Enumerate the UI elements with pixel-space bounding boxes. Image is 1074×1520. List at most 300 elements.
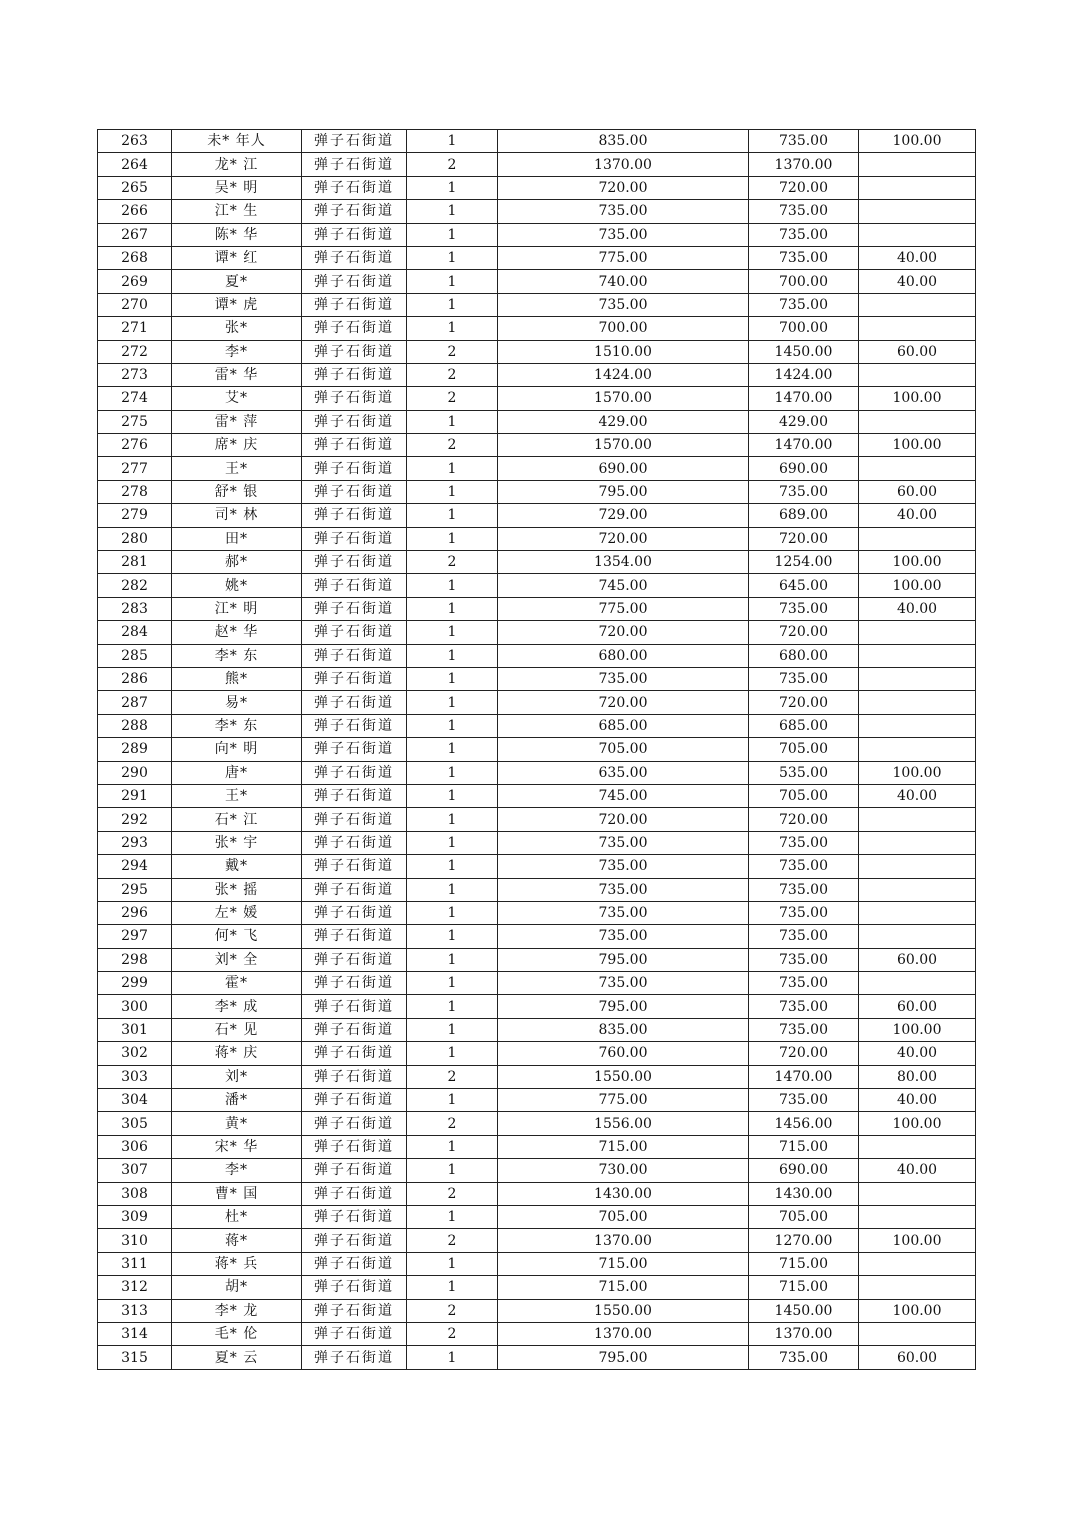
total-amount-cell: 745.00 bbox=[498, 784, 749, 807]
household-count-cell: 1 bbox=[407, 925, 498, 948]
household-count-cell: 1 bbox=[407, 410, 498, 433]
total-amount-cell: 705.00 bbox=[498, 738, 749, 761]
base-amount-cell: 735.00 bbox=[749, 995, 859, 1018]
row-number-cell: 276 bbox=[98, 434, 172, 457]
street-name-cell: 弹子石街道 bbox=[302, 995, 407, 1018]
extra-amount-cell bbox=[859, 363, 976, 386]
extra-amount-cell bbox=[859, 317, 976, 340]
household-count-cell: 1 bbox=[407, 901, 498, 924]
extra-amount-cell bbox=[859, 223, 976, 246]
row-number-cell: 299 bbox=[98, 972, 172, 995]
base-amount-cell: 690.00 bbox=[749, 1159, 859, 1182]
household-count-cell: 1 bbox=[407, 317, 498, 340]
row-number-cell: 305 bbox=[98, 1112, 172, 1135]
base-amount-cell: 705.00 bbox=[749, 784, 859, 807]
extra-amount-cell: 40.00 bbox=[859, 504, 976, 527]
base-amount-cell: 1424.00 bbox=[749, 363, 859, 386]
total-amount-cell: 1510.00 bbox=[498, 340, 749, 363]
row-number-cell: 288 bbox=[98, 714, 172, 737]
street-name-cell: 弹子石街道 bbox=[302, 1065, 407, 1088]
table-row bbox=[98, 808, 976, 831]
total-amount-cell: 680.00 bbox=[498, 644, 749, 667]
row-number-cell: 294 bbox=[98, 855, 172, 878]
base-amount-cell: 720.00 bbox=[749, 527, 859, 550]
extra-amount-cell bbox=[859, 972, 976, 995]
household-count-cell: 1 bbox=[407, 1042, 498, 1065]
extra-amount-cell: 100.00 bbox=[859, 1299, 976, 1322]
total-amount-cell: 705.00 bbox=[498, 1205, 749, 1228]
recipient-name-cell: 蒋* 庆 bbox=[172, 1042, 302, 1065]
total-amount-cell: 775.00 bbox=[498, 1089, 749, 1112]
household-count-cell: 1 bbox=[407, 270, 498, 293]
household-count-cell: 1 bbox=[407, 691, 498, 714]
extra-amount-cell: 100.00 bbox=[859, 551, 976, 574]
base-amount-cell: 645.00 bbox=[749, 574, 859, 597]
recipient-name-cell: 李* 东 bbox=[172, 644, 302, 667]
household-count-cell: 2 bbox=[407, 1065, 498, 1088]
recipient-name-cell: 陈* 华 bbox=[172, 223, 302, 246]
household-count-cell: 1 bbox=[407, 784, 498, 807]
recipient-name-cell: 雷* 华 bbox=[172, 363, 302, 386]
street-name-cell: 弹子石街道 bbox=[302, 1018, 407, 1041]
table-row bbox=[98, 223, 976, 246]
base-amount-cell: 735.00 bbox=[749, 925, 859, 948]
extra-amount-cell bbox=[859, 1276, 976, 1299]
extra-amount-cell: 60.00 bbox=[859, 995, 976, 1018]
extra-amount-cell: 100.00 bbox=[859, 387, 976, 410]
street-name-cell: 弹子石街道 bbox=[302, 1299, 407, 1322]
table-row bbox=[98, 948, 976, 971]
recipient-name-cell: 谭* 虎 bbox=[172, 293, 302, 316]
extra-amount-cell bbox=[859, 176, 976, 199]
total-amount-cell: 795.00 bbox=[498, 995, 749, 1018]
table-row bbox=[98, 527, 976, 550]
street-name-cell: 弹子石街道 bbox=[302, 831, 407, 854]
row-number-cell: 270 bbox=[98, 293, 172, 316]
street-name-cell: 弹子石街道 bbox=[302, 738, 407, 761]
row-number-cell: 308 bbox=[98, 1182, 172, 1205]
base-amount-cell: 700.00 bbox=[749, 270, 859, 293]
street-name-cell: 弹子石街道 bbox=[302, 901, 407, 924]
recipient-name-cell: 刘* 全 bbox=[172, 948, 302, 971]
recipient-name-cell: 石* 江 bbox=[172, 808, 302, 831]
recipient-name-cell: 谭* 红 bbox=[172, 246, 302, 269]
row-number-cell: 286 bbox=[98, 667, 172, 690]
street-name-cell: 弹子石街道 bbox=[302, 948, 407, 971]
total-amount-cell: 735.00 bbox=[498, 855, 749, 878]
table-row bbox=[98, 1346, 976, 1369]
recipient-name-cell: 潘* bbox=[172, 1089, 302, 1112]
recipient-name-cell: 江* 明 bbox=[172, 597, 302, 620]
total-amount-cell: 775.00 bbox=[498, 597, 749, 620]
extra-amount-cell: 40.00 bbox=[859, 246, 976, 269]
recipient-name-cell: 霍* bbox=[172, 972, 302, 995]
total-amount-cell: 715.00 bbox=[498, 1135, 749, 1158]
total-amount-cell: 700.00 bbox=[498, 317, 749, 340]
recipient-name-cell: 向* 明 bbox=[172, 738, 302, 761]
table-row bbox=[98, 246, 976, 269]
street-name-cell: 弹子石街道 bbox=[302, 457, 407, 480]
base-amount-cell: 735.00 bbox=[749, 246, 859, 269]
total-amount-cell: 1550.00 bbox=[498, 1065, 749, 1088]
recipient-name-cell: 李* bbox=[172, 340, 302, 363]
recipient-name-cell: 熊* bbox=[172, 667, 302, 690]
table-body bbox=[98, 130, 976, 1370]
table-row bbox=[98, 644, 976, 667]
total-amount-cell: 795.00 bbox=[498, 1346, 749, 1369]
recipient-name-cell: 席* 庆 bbox=[172, 434, 302, 457]
table-row bbox=[98, 551, 976, 574]
household-count-cell: 1 bbox=[407, 621, 498, 644]
extra-amount-cell bbox=[859, 644, 976, 667]
base-amount-cell: 735.00 bbox=[749, 130, 859, 153]
base-amount-cell: 720.00 bbox=[749, 176, 859, 199]
street-name-cell: 弹子石街道 bbox=[302, 434, 407, 457]
recipient-name-cell: 刘* bbox=[172, 1065, 302, 1088]
street-name-cell: 弹子石街道 bbox=[302, 1322, 407, 1345]
base-amount-cell: 735.00 bbox=[749, 901, 859, 924]
street-name-cell: 弹子石街道 bbox=[302, 597, 407, 620]
recipient-name-cell: 龙* 江 bbox=[172, 153, 302, 176]
table-row bbox=[98, 925, 976, 948]
street-name-cell: 弹子石街道 bbox=[302, 644, 407, 667]
total-amount-cell: 1370.00 bbox=[498, 153, 749, 176]
street-name-cell: 弹子石街道 bbox=[302, 1182, 407, 1205]
base-amount-cell: 700.00 bbox=[749, 317, 859, 340]
row-number-cell: 271 bbox=[98, 317, 172, 340]
total-amount-cell: 715.00 bbox=[498, 1252, 749, 1275]
street-name-cell: 弹子石街道 bbox=[302, 551, 407, 574]
extra-amount-cell bbox=[859, 1322, 976, 1345]
base-amount-cell: 705.00 bbox=[749, 738, 859, 761]
table-row bbox=[98, 901, 976, 924]
household-count-cell: 2 bbox=[407, 387, 498, 410]
base-amount-cell: 705.00 bbox=[749, 1205, 859, 1228]
household-count-cell: 1 bbox=[407, 714, 498, 737]
total-amount-cell: 835.00 bbox=[498, 1018, 749, 1041]
base-amount-cell: 715.00 bbox=[749, 1135, 859, 1158]
street-name-cell: 弹子石街道 bbox=[302, 527, 407, 550]
total-amount-cell: 795.00 bbox=[498, 480, 749, 503]
household-count-cell: 1 bbox=[407, 200, 498, 223]
street-name-cell: 弹子石街道 bbox=[302, 293, 407, 316]
table-row bbox=[98, 270, 976, 293]
base-amount-cell: 735.00 bbox=[749, 223, 859, 246]
base-amount-cell: 720.00 bbox=[749, 808, 859, 831]
household-count-cell: 2 bbox=[407, 1322, 498, 1345]
street-name-cell: 弹子石街道 bbox=[302, 1089, 407, 1112]
extra-amount-cell bbox=[859, 855, 976, 878]
household-count-cell: 1 bbox=[407, 667, 498, 690]
recipient-name-cell: 李* 东 bbox=[172, 714, 302, 737]
household-count-cell: 1 bbox=[407, 293, 498, 316]
recipient-name-cell: 李* bbox=[172, 1159, 302, 1182]
row-number-cell: 293 bbox=[98, 831, 172, 854]
total-amount-cell: 1370.00 bbox=[498, 1322, 749, 1345]
street-name-cell: 弹子石街道 bbox=[302, 784, 407, 807]
total-amount-cell: 760.00 bbox=[498, 1042, 749, 1065]
row-number-cell: 267 bbox=[98, 223, 172, 246]
street-name-cell: 弹子石街道 bbox=[302, 1276, 407, 1299]
recipient-name-cell: 司* 林 bbox=[172, 504, 302, 527]
recipient-name-cell: 左* 媛 bbox=[172, 901, 302, 924]
base-amount-cell: 680.00 bbox=[749, 644, 859, 667]
street-name-cell: 弹子石街道 bbox=[302, 480, 407, 503]
household-count-cell: 2 bbox=[407, 1112, 498, 1135]
total-amount-cell: 735.00 bbox=[498, 223, 749, 246]
street-name-cell: 弹子石街道 bbox=[302, 317, 407, 340]
household-count-cell: 1 bbox=[407, 1346, 498, 1369]
base-amount-cell: 535.00 bbox=[749, 761, 859, 784]
table-row bbox=[98, 1205, 976, 1228]
table-row bbox=[98, 293, 976, 316]
base-amount-cell: 1470.00 bbox=[749, 434, 859, 457]
street-name-cell: 弹子石街道 bbox=[302, 667, 407, 690]
extra-amount-cell: 100.00 bbox=[859, 130, 976, 153]
household-count-cell: 1 bbox=[407, 1252, 498, 1275]
total-amount-cell: 1354.00 bbox=[498, 551, 749, 574]
household-count-cell: 2 bbox=[407, 153, 498, 176]
row-number-cell: 282 bbox=[98, 574, 172, 597]
extra-amount-cell bbox=[859, 153, 976, 176]
household-count-cell: 1 bbox=[407, 246, 498, 269]
street-name-cell: 弹子石街道 bbox=[302, 878, 407, 901]
extra-amount-cell: 40.00 bbox=[859, 1159, 976, 1182]
household-count-cell: 1 bbox=[407, 1205, 498, 1228]
street-name-cell: 弹子石街道 bbox=[302, 972, 407, 995]
row-number-cell: 272 bbox=[98, 340, 172, 363]
table-row bbox=[98, 784, 976, 807]
total-amount-cell: 1550.00 bbox=[498, 1299, 749, 1322]
row-number-cell: 315 bbox=[98, 1346, 172, 1369]
base-amount-cell: 735.00 bbox=[749, 293, 859, 316]
table-row bbox=[98, 972, 976, 995]
extra-amount-cell: 100.00 bbox=[859, 434, 976, 457]
extra-amount-cell: 40.00 bbox=[859, 1089, 976, 1112]
street-name-cell: 弹子石街道 bbox=[302, 925, 407, 948]
row-number-cell: 280 bbox=[98, 527, 172, 550]
base-amount-cell: 1370.00 bbox=[749, 153, 859, 176]
base-amount-cell: 735.00 bbox=[749, 597, 859, 620]
total-amount-cell: 720.00 bbox=[498, 691, 749, 714]
total-amount-cell: 729.00 bbox=[498, 504, 749, 527]
total-amount-cell: 1424.00 bbox=[498, 363, 749, 386]
recipient-name-cell: 胡* bbox=[172, 1276, 302, 1299]
row-number-cell: 292 bbox=[98, 808, 172, 831]
base-amount-cell: 735.00 bbox=[749, 480, 859, 503]
extra-amount-cell bbox=[859, 293, 976, 316]
household-count-cell: 1 bbox=[407, 948, 498, 971]
table-row bbox=[98, 480, 976, 503]
base-amount-cell: 429.00 bbox=[749, 410, 859, 433]
table-row bbox=[98, 574, 976, 597]
row-number-cell: 290 bbox=[98, 761, 172, 784]
recipient-name-cell: 石* 见 bbox=[172, 1018, 302, 1041]
recipient-name-cell: 唐* bbox=[172, 761, 302, 784]
extra-amount-cell: 40.00 bbox=[859, 784, 976, 807]
row-number-cell: 277 bbox=[98, 457, 172, 480]
extra-amount-cell bbox=[859, 738, 976, 761]
row-number-cell: 289 bbox=[98, 738, 172, 761]
household-count-cell: 1 bbox=[407, 1018, 498, 1041]
extra-amount-cell: 100.00 bbox=[859, 1112, 976, 1135]
table-row bbox=[98, 855, 976, 878]
extra-amount-cell bbox=[859, 1182, 976, 1205]
street-name-cell: 弹子石街道 bbox=[302, 1229, 407, 1252]
table-row bbox=[98, 434, 976, 457]
base-amount-cell: 1370.00 bbox=[749, 1322, 859, 1345]
household-count-cell: 1 bbox=[407, 972, 498, 995]
street-name-cell: 弹子石街道 bbox=[302, 410, 407, 433]
base-amount-cell: 685.00 bbox=[749, 714, 859, 737]
total-amount-cell: 795.00 bbox=[498, 948, 749, 971]
row-number-cell: 281 bbox=[98, 551, 172, 574]
table-row bbox=[98, 153, 976, 176]
extra-amount-cell bbox=[859, 901, 976, 924]
extra-amount-cell: 80.00 bbox=[859, 1065, 976, 1088]
total-amount-cell: 740.00 bbox=[498, 270, 749, 293]
base-amount-cell: 735.00 bbox=[749, 855, 859, 878]
row-number-cell: 278 bbox=[98, 480, 172, 503]
row-number-cell: 311 bbox=[98, 1252, 172, 1275]
row-number-cell: 313 bbox=[98, 1299, 172, 1322]
extra-amount-cell: 60.00 bbox=[859, 948, 976, 971]
recipient-name-cell: 王* bbox=[172, 457, 302, 480]
street-name-cell: 弹子石街道 bbox=[302, 714, 407, 737]
household-count-cell: 1 bbox=[407, 878, 498, 901]
total-amount-cell: 735.00 bbox=[498, 901, 749, 924]
row-number-cell: 297 bbox=[98, 925, 172, 948]
recipient-name-cell: 蒋* bbox=[172, 1229, 302, 1252]
row-number-cell: 307 bbox=[98, 1159, 172, 1182]
extra-amount-cell bbox=[859, 1205, 976, 1228]
row-number-cell: 269 bbox=[98, 270, 172, 293]
street-name-cell: 弹子石街道 bbox=[302, 153, 407, 176]
extra-amount-cell: 100.00 bbox=[859, 1018, 976, 1041]
row-number-cell: 283 bbox=[98, 597, 172, 620]
extra-amount-cell bbox=[859, 1252, 976, 1275]
table-row bbox=[98, 691, 976, 714]
recipient-name-cell: 江* 生 bbox=[172, 200, 302, 223]
base-amount-cell: 735.00 bbox=[749, 1018, 859, 1041]
total-amount-cell: 635.00 bbox=[498, 761, 749, 784]
base-amount-cell: 735.00 bbox=[749, 1089, 859, 1112]
street-name-cell: 弹子石街道 bbox=[302, 1205, 407, 1228]
table-row bbox=[98, 130, 976, 153]
extra-amount-cell bbox=[859, 831, 976, 854]
row-number-cell: 287 bbox=[98, 691, 172, 714]
total-amount-cell: 1430.00 bbox=[498, 1182, 749, 1205]
extra-amount-cell bbox=[859, 621, 976, 644]
street-name-cell: 弹子石街道 bbox=[302, 1252, 407, 1275]
extra-amount-cell bbox=[859, 457, 976, 480]
row-number-cell: 303 bbox=[98, 1065, 172, 1088]
base-amount-cell: 735.00 bbox=[749, 878, 859, 901]
row-number-cell: 266 bbox=[98, 200, 172, 223]
row-number-cell: 306 bbox=[98, 1135, 172, 1158]
total-amount-cell: 735.00 bbox=[498, 925, 749, 948]
total-amount-cell: 715.00 bbox=[498, 1276, 749, 1299]
row-number-cell: 279 bbox=[98, 504, 172, 527]
household-count-cell: 1 bbox=[407, 504, 498, 527]
table-row bbox=[98, 878, 976, 901]
extra-amount-cell: 60.00 bbox=[859, 340, 976, 363]
street-name-cell: 弹子石街道 bbox=[302, 1042, 407, 1065]
total-amount-cell: 720.00 bbox=[498, 808, 749, 831]
total-amount-cell: 775.00 bbox=[498, 246, 749, 269]
street-name-cell: 弹子石街道 bbox=[302, 691, 407, 714]
household-count-cell: 2 bbox=[407, 551, 498, 574]
street-name-cell: 弹子石街道 bbox=[302, 855, 407, 878]
table-row bbox=[98, 387, 976, 410]
base-amount-cell: 1470.00 bbox=[749, 387, 859, 410]
table-row bbox=[98, 200, 976, 223]
recipient-name-cell: 张* bbox=[172, 317, 302, 340]
recipient-name-cell: 戴* bbox=[172, 855, 302, 878]
extra-amount-cell: 60.00 bbox=[859, 480, 976, 503]
table-row bbox=[98, 504, 976, 527]
extra-amount-cell bbox=[859, 410, 976, 433]
household-count-cell: 1 bbox=[407, 831, 498, 854]
table-row bbox=[98, 1252, 976, 1275]
recipient-name-cell: 夏* bbox=[172, 270, 302, 293]
extra-amount-cell bbox=[859, 925, 976, 948]
extra-amount-cell: 40.00 bbox=[859, 1042, 976, 1065]
household-count-cell: 1 bbox=[407, 457, 498, 480]
recipient-name-cell: 田* bbox=[172, 527, 302, 550]
base-amount-cell: 720.00 bbox=[749, 1042, 859, 1065]
recipient-name-cell: 蒋* 兵 bbox=[172, 1252, 302, 1275]
household-count-cell: 1 bbox=[407, 1159, 498, 1182]
household-count-cell: 1 bbox=[407, 1089, 498, 1112]
household-count-cell: 2 bbox=[407, 1299, 498, 1322]
base-amount-cell: 735.00 bbox=[749, 972, 859, 995]
total-amount-cell: 685.00 bbox=[498, 714, 749, 737]
table-row bbox=[98, 410, 976, 433]
base-amount-cell: 720.00 bbox=[749, 621, 859, 644]
recipient-name-cell: 赵* 华 bbox=[172, 621, 302, 644]
row-number-cell: 263 bbox=[98, 130, 172, 153]
extra-amount-cell: 100.00 bbox=[859, 1229, 976, 1252]
total-amount-cell: 720.00 bbox=[498, 621, 749, 644]
base-amount-cell: 690.00 bbox=[749, 457, 859, 480]
row-number-cell: 301 bbox=[98, 1018, 172, 1041]
household-count-cell: 1 bbox=[407, 644, 498, 667]
recipient-name-cell: 舒* 银 bbox=[172, 480, 302, 503]
total-amount-cell: 735.00 bbox=[498, 293, 749, 316]
household-count-cell: 2 bbox=[407, 1229, 498, 1252]
household-count-cell: 2 bbox=[407, 340, 498, 363]
household-count-cell: 1 bbox=[407, 480, 498, 503]
extra-amount-cell: 60.00 bbox=[859, 1346, 976, 1369]
street-name-cell: 弹子石街道 bbox=[302, 363, 407, 386]
table-row bbox=[98, 1229, 976, 1252]
household-count-cell: 2 bbox=[407, 1182, 498, 1205]
recipient-name-cell: 艾* bbox=[172, 387, 302, 410]
table-row bbox=[98, 1065, 976, 1088]
street-name-cell: 弹子石街道 bbox=[302, 130, 407, 153]
street-name-cell: 弹子石街道 bbox=[302, 621, 407, 644]
total-amount-cell: 1556.00 bbox=[498, 1112, 749, 1135]
row-number-cell: 310 bbox=[98, 1229, 172, 1252]
table-row bbox=[98, 621, 976, 644]
recipient-name-cell: 夏* 云 bbox=[172, 1346, 302, 1369]
household-count-cell: 1 bbox=[407, 527, 498, 550]
row-number-cell: 312 bbox=[98, 1276, 172, 1299]
row-number-cell: 273 bbox=[98, 363, 172, 386]
recipient-name-cell: 未* 年人 bbox=[172, 130, 302, 153]
total-amount-cell: 1570.00 bbox=[498, 434, 749, 457]
